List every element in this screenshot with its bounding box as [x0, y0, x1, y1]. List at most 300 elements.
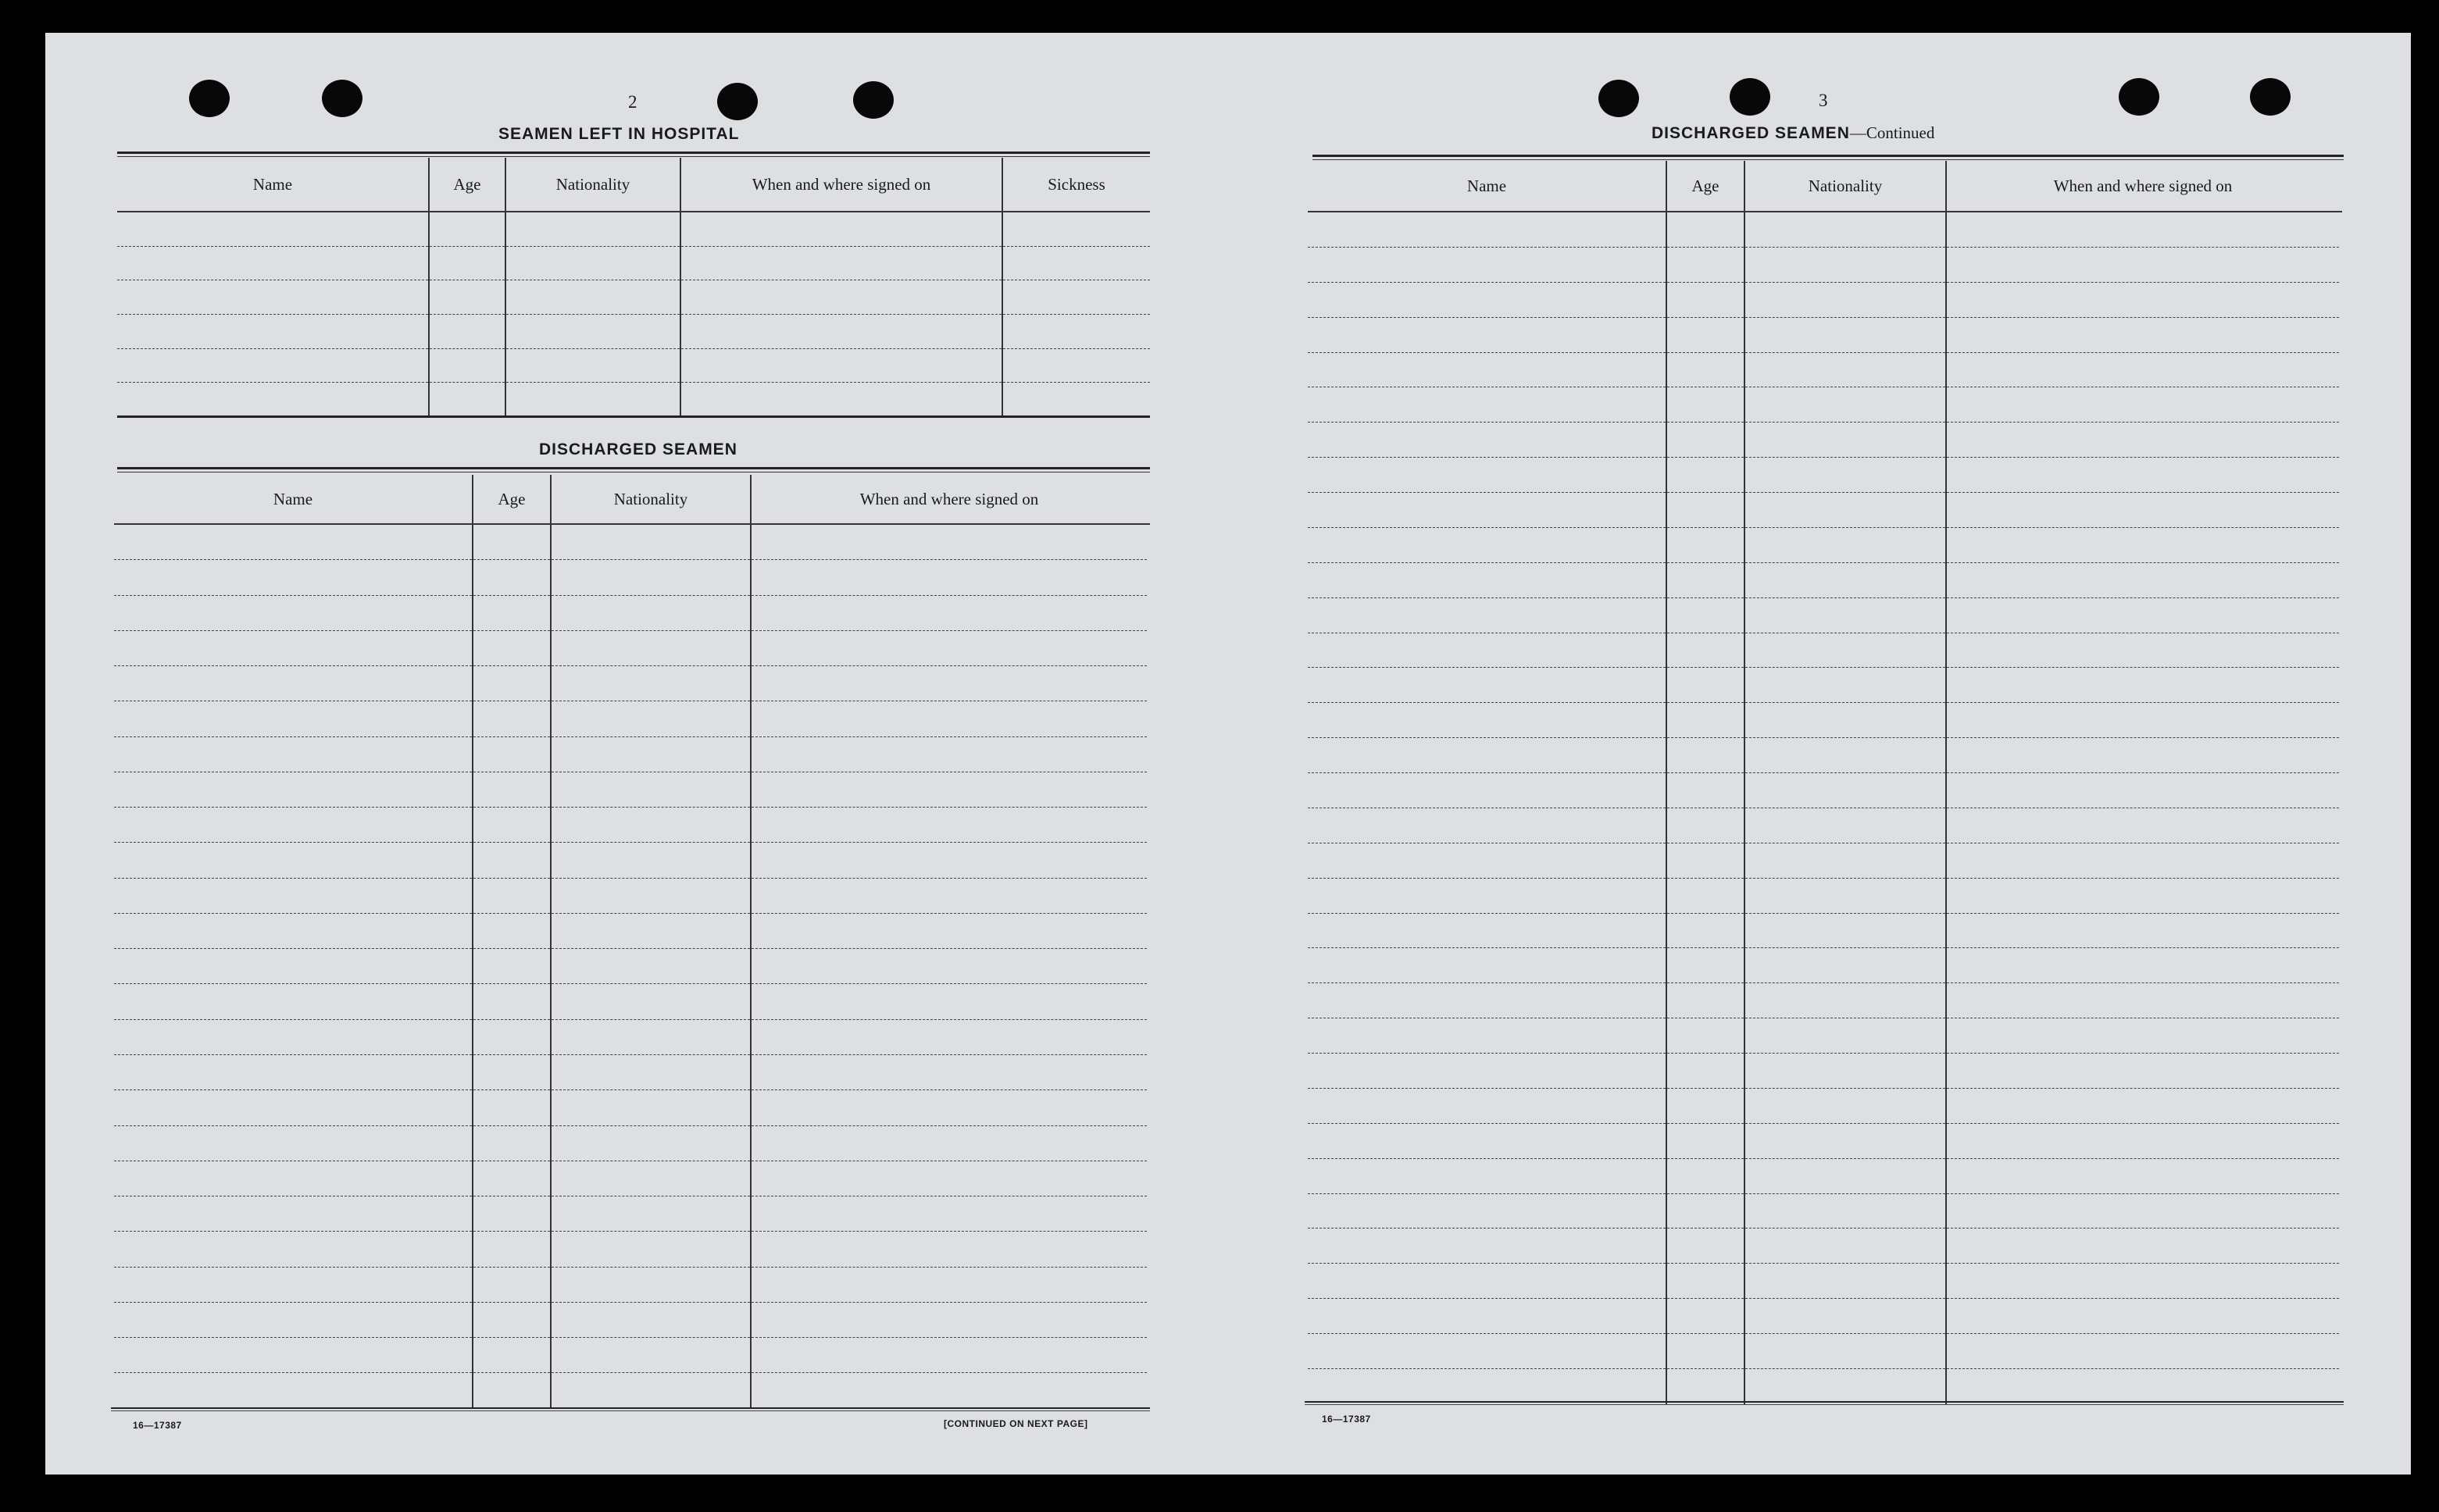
blank-entry-line[interactable] — [473, 984, 550, 1019]
blank-entry-line[interactable] — [1308, 387, 1666, 423]
blank-entry-line[interactable] — [1308, 528, 1666, 563]
blank-entry-line[interactable] — [473, 1055, 550, 1090]
blank-entry-line[interactable] — [1667, 843, 1744, 879]
continued-table — [1308, 161, 2342, 1404]
punch-hole — [322, 80, 362, 117]
blank-entry-line[interactable] — [552, 1338, 750, 1373]
blank-entry-line[interactable] — [1308, 318, 1666, 353]
blank-entry-line[interactable] — [1947, 1369, 2339, 1404]
blank-entry-line[interactable] — [1947, 1159, 2339, 1194]
blank-entry-line[interactable] — [752, 1161, 1147, 1196]
blank-entry-line[interactable] — [1947, 458, 2339, 493]
blank-entry-line[interactable] — [1947, 843, 2339, 879]
blank-entry-line[interactable] — [1745, 879, 1945, 914]
column-nationality — [1744, 212, 1945, 1404]
blank-entry-line[interactable] — [1308, 738, 1666, 773]
blank-entry-line[interactable] — [1947, 353, 2339, 388]
blank-entry-line[interactable] — [1947, 1299, 2339, 1334]
blank-entry-line[interactable] — [473, 1020, 550, 1055]
blank-entry-line[interactable] — [552, 1055, 750, 1090]
blank-entry-line[interactable] — [430, 212, 505, 247]
blank-entry-line[interactable] — [114, 525, 472, 560]
blank-entry-line[interactable] — [1667, 283, 1744, 318]
blank-entry-line[interactable] — [1745, 1369, 1945, 1404]
blank-entry-line[interactable] — [506, 280, 680, 315]
blank-entry-line[interactable] — [1947, 1018, 2339, 1054]
blank-entry-line[interactable] — [1745, 248, 1945, 283]
blank-entry-line[interactable] — [114, 843, 472, 878]
blank-entry-line[interactable] — [114, 1126, 472, 1161]
blank-entry-line[interactable] — [1667, 493, 1744, 528]
blank-entry-line[interactable] — [473, 525, 550, 560]
blank-entry-line[interactable] — [1947, 387, 2339, 423]
blank-entry-line[interactable] — [752, 772, 1147, 808]
blank-entry-line[interactable] — [1667, 738, 1744, 773]
blank-entry-line[interactable] — [114, 1373, 472, 1408]
blank-entry-line[interactable] — [1947, 1194, 2339, 1229]
column-when-and-where-signed-on — [680, 212, 1002, 417]
blank-entry-line[interactable] — [473, 949, 550, 984]
column-header-nationality: Nationality — [1744, 161, 1945, 211]
blank-entry-line[interactable] — [1308, 248, 1666, 283]
blank-entry-line[interactable] — [552, 949, 750, 984]
blank-entry-line[interactable] — [681, 247, 1002, 281]
blank-entry-line[interactable] — [117, 349, 428, 383]
blank-entry-line[interactable] — [1745, 387, 1945, 423]
blank-entry-line[interactable] — [1947, 248, 2339, 283]
blank-entry-line[interactable] — [552, 1161, 750, 1196]
blank-entry-line[interactable] — [506, 247, 680, 281]
blank-entry-line[interactable] — [1947, 1334, 2339, 1369]
blank-entry-line[interactable] — [552, 879, 750, 914]
blank-entry-line[interactable] — [681, 383, 1002, 417]
blank-entry-line[interactable] — [114, 631, 472, 666]
column-header-age: Age — [1666, 161, 1744, 211]
blank-entry-line[interactable] — [1308, 668, 1666, 703]
blank-entry-line[interactable] — [552, 914, 750, 949]
column-sickness — [1002, 212, 1150, 417]
blank-entry-line[interactable] — [1308, 633, 1666, 669]
blank-entry-line[interactable] — [681, 212, 1002, 247]
blank-entry-line[interactable] — [752, 984, 1147, 1019]
blank-entry-line[interactable] — [1745, 1018, 1945, 1054]
blank-entry-line[interactable] — [114, 560, 472, 595]
blank-entry-line[interactable] — [1745, 668, 1945, 703]
blank-entry-line[interactable] — [1667, 983, 1744, 1018]
blank-entry-line[interactable] — [1667, 1124, 1744, 1159]
blank-entry-line[interactable] — [552, 1020, 750, 1055]
blank-entry-line[interactable] — [1947, 633, 2339, 669]
blank-entry-line[interactable] — [752, 1126, 1147, 1161]
blank-entry-line[interactable] — [1667, 387, 1744, 423]
blank-entry-line[interactable] — [114, 1020, 472, 1055]
blank-entry-line[interactable] — [1947, 212, 2339, 248]
blank-entry-line[interactable] — [1947, 738, 2339, 773]
blank-entry-line[interactable] — [752, 1090, 1147, 1125]
blank-entry-line[interactable] — [1003, 212, 1150, 247]
blank-entry-line[interactable] — [1745, 1264, 1945, 1299]
blank-entry-line[interactable] — [114, 1090, 472, 1125]
blank-entry-line[interactable] — [1667, 1194, 1744, 1229]
blank-entry-line[interactable] — [473, 1373, 550, 1408]
blank-entry-line[interactable] — [1745, 1334, 1945, 1369]
table-header — [114, 475, 1150, 525]
punch-hole — [717, 83, 758, 120]
column-header-name: Name — [1466, 176, 1507, 195]
discharged-bottom-rule — [111, 1407, 1150, 1411]
blank-entry-line[interactable] — [1308, 914, 1666, 949]
blank-entry-line[interactable] — [114, 949, 472, 984]
blank-entry-line[interactable] — [114, 772, 472, 808]
blank-entry-line[interactable] — [1308, 1159, 1666, 1194]
blank-entry-line[interactable] — [1745, 633, 1945, 669]
blank-entry-line[interactable] — [1947, 563, 2339, 598]
blank-entry-line[interactable] — [1947, 528, 2339, 563]
blank-entry-line[interactable] — [1308, 1369, 1666, 1404]
punch-hole — [189, 80, 230, 117]
blank-entry-line[interactable] — [552, 808, 750, 843]
blank-entry-line[interactable] — [1308, 493, 1666, 528]
discharged-table — [114, 475, 1150, 1409]
blank-entry-line[interactable] — [430, 315, 505, 349]
blank-entry-line[interactable] — [473, 1338, 550, 1373]
blank-entry-line[interactable] — [1308, 1299, 1666, 1334]
column-age — [472, 525, 550, 1409]
blank-entry-line[interactable] — [552, 843, 750, 878]
blank-entry-line[interactable] — [114, 737, 472, 772]
blank-entry-line[interactable] — [473, 808, 550, 843]
blank-entry-line[interactable] — [473, 1161, 550, 1196]
blank-entry-line[interactable] — [552, 1373, 750, 1408]
blank-entry-line[interactable] — [752, 1268, 1147, 1303]
blank-entry-line[interactable] — [1308, 1089, 1666, 1124]
blank-entry-line[interactable] — [552, 666, 750, 701]
blank-entry-line[interactable] — [473, 666, 550, 701]
blank-entry-line[interactable] — [117, 212, 428, 247]
blank-entry-line[interactable] — [114, 701, 472, 736]
blank-entry-line[interactable] — [1745, 1054, 1945, 1089]
blank-entry-line[interactable] — [1667, 423, 1744, 458]
blank-entry-line[interactable] — [114, 666, 472, 701]
blank-entry-line[interactable] — [752, 560, 1147, 595]
blank-entry-line[interactable] — [552, 525, 750, 560]
blank-entry-line[interactable] — [1003, 247, 1150, 281]
hospital-bottom-rule — [117, 415, 1150, 419]
blank-entry-line[interactable] — [1308, 353, 1666, 388]
blank-entry-line[interactable] — [114, 1338, 472, 1373]
continued-title-main: DISCHARGED SEAMEN — [1652, 124, 1850, 142]
blank-entry-line[interactable] — [1308, 1228, 1666, 1264]
blank-entry-line[interactable] — [473, 560, 550, 595]
blank-entry-line[interactable] — [752, 1303, 1147, 1338]
blank-entry-line[interactable] — [473, 879, 550, 914]
blank-entry-line[interactable] — [117, 247, 428, 281]
continued-top-rule — [1312, 155, 2344, 160]
blank-entry-line[interactable] — [552, 1303, 750, 1338]
discharged-section-title: DISCHARGED SEAMEN — [539, 440, 737, 458]
blank-entry-line[interactable] — [114, 1232, 472, 1267]
blank-entry-line[interactable] — [752, 879, 1147, 914]
blank-entry-line[interactable] — [1667, 1334, 1744, 1369]
blank-entry-line[interactable] — [1745, 493, 1945, 528]
blank-entry-line[interactable] — [473, 701, 550, 736]
blank-entry-line[interactable] — [1947, 879, 2339, 914]
blank-entry-line[interactable] — [1308, 1194, 1666, 1229]
blank-entry-line[interactable] — [681, 280, 1002, 315]
blank-entry-line[interactable] — [752, 525, 1147, 560]
blank-entry-line[interactable] — [1745, 458, 1945, 493]
blank-entry-line[interactable] — [1308, 843, 1666, 879]
blank-entry-line[interactable] — [1308, 458, 1666, 493]
blank-entry-line[interactable] — [1003, 383, 1150, 417]
blank-entry-line[interactable] — [1308, 1334, 1666, 1369]
blank-entry-line[interactable] — [752, 914, 1147, 949]
blank-entry-line[interactable] — [1745, 1228, 1945, 1264]
blank-entry-line[interactable] — [752, 666, 1147, 701]
blank-entry-line[interactable] — [1745, 1124, 1945, 1159]
blank-entry-line[interactable] — [1745, 948, 1945, 983]
blank-entry-line[interactable] — [552, 701, 750, 736]
blank-entry-line[interactable] — [1667, 1089, 1744, 1124]
blank-entry-line[interactable] — [114, 879, 472, 914]
blank-entry-line[interactable] — [114, 1268, 472, 1303]
blank-entry-line[interactable] — [552, 1232, 750, 1267]
blank-entry-line[interactable] — [552, 631, 750, 666]
blank-entry-line[interactable] — [1667, 528, 1744, 563]
blank-entry-line[interactable] — [552, 560, 750, 595]
blank-entry-line[interactable] — [1745, 423, 1945, 458]
blank-entry-line[interactable] — [1667, 1228, 1744, 1264]
blank-entry-line[interactable] — [752, 1338, 1147, 1373]
blank-entry-line[interactable] — [1947, 703, 2339, 738]
blank-entry-line[interactable] — [1745, 983, 1945, 1018]
continued-bottom-rule — [1305, 1401, 2344, 1405]
blank-entry-line[interactable] — [1308, 283, 1666, 318]
blank-entry-line[interactable] — [1308, 563, 1666, 598]
blank-entry-line[interactable] — [473, 772, 550, 808]
column-header-age: Age — [472, 475, 550, 523]
blank-entry-line[interactable] — [552, 984, 750, 1019]
blank-entry-line[interactable] — [506, 212, 680, 247]
blank-entry-line[interactable] — [1308, 1264, 1666, 1299]
blank-entry-line[interactable] — [1745, 563, 1945, 598]
blank-entry-line[interactable] — [752, 843, 1147, 878]
blank-entry-line[interactable] — [1667, 668, 1744, 703]
blank-entry-line[interactable] — [1667, 563, 1744, 598]
blank-entry-line[interactable] — [117, 280, 428, 315]
blank-entry-line[interactable] — [1947, 1264, 2339, 1299]
blank-entry-line[interactable] — [752, 1232, 1147, 1267]
blank-entry-line[interactable] — [1667, 248, 1744, 283]
blank-entry-line[interactable] — [114, 914, 472, 949]
blank-entry-line[interactable] — [430, 247, 505, 281]
blank-entry-line[interactable] — [1667, 1054, 1744, 1089]
blank-entry-line[interactable] — [114, 1161, 472, 1196]
blank-entry-line[interactable] — [1947, 773, 2339, 808]
blank-entry-line[interactable] — [552, 1268, 750, 1303]
blank-entry-line[interactable] — [430, 383, 505, 417]
blank-entry-line[interactable] — [1308, 423, 1666, 458]
blank-entry-line[interactable] — [1308, 948, 1666, 983]
blank-entry-line[interactable] — [1745, 1089, 1945, 1124]
blank-entry-line[interactable] — [1947, 1054, 2339, 1089]
blank-entry-line[interactable] — [1947, 283, 2339, 318]
blank-entry-line[interactable] — [1667, 808, 1744, 843]
blank-entry-line[interactable] — [1745, 1159, 1945, 1194]
blank-entry-line[interactable] — [1667, 1299, 1744, 1334]
blank-entry-line[interactable] — [1947, 318, 2339, 353]
blank-entry-line[interactable] — [1745, 843, 1945, 879]
blank-entry-line[interactable] — [1745, 598, 1945, 633]
blank-entry-line[interactable] — [473, 1232, 550, 1267]
column-when-and-where-signed-on — [1945, 212, 2339, 1404]
column-header-sickness: Sickness — [1002, 158, 1150, 211]
blank-entry-line[interactable] — [752, 808, 1147, 843]
blank-entry-line[interactable] — [1003, 349, 1150, 383]
blank-entry-line[interactable] — [1947, 948, 2339, 983]
form-number-right: 16—17387 — [1322, 1414, 1371, 1425]
blank-entry-line[interactable] — [1667, 1369, 1744, 1404]
blank-entry-line[interactable] — [1667, 914, 1744, 949]
blank-entry-line[interactable] — [1667, 598, 1744, 633]
column-age — [1666, 212, 1744, 1404]
blank-entry-line[interactable] — [1308, 1124, 1666, 1159]
blank-entry-line[interactable] — [1667, 633, 1744, 669]
blank-entry-line[interactable] — [1667, 318, 1744, 353]
blank-entry-line[interactable] — [506, 383, 680, 417]
blank-entry-line[interactable] — [1947, 983, 2339, 1018]
blank-entry-line[interactable] — [1745, 283, 1945, 318]
blank-entry-line[interactable] — [1745, 1299, 1945, 1334]
punch-hole — [1730, 78, 1770, 116]
blank-entry-line[interactable] — [506, 349, 680, 383]
blank-entry-line[interactable] — [752, 737, 1147, 772]
blank-entry-line[interactable] — [1745, 773, 1945, 808]
blank-entry-line[interactable] — [752, 1055, 1147, 1090]
blank-entry-line[interactable] — [1308, 808, 1666, 843]
blank-entry-line[interactable] — [1947, 668, 2339, 703]
blank-entry-line[interactable] — [1947, 1124, 2339, 1159]
blank-entry-line[interactable] — [681, 349, 1002, 383]
blank-entry-line[interactable] — [681, 315, 1002, 349]
blank-entry-line[interactable] — [552, 1090, 750, 1125]
blank-entry-line[interactable] — [552, 1126, 750, 1161]
discharged-top-rule — [117, 467, 1150, 472]
blank-entry-line[interactable] — [1667, 773, 1744, 808]
blank-entry-line[interactable] — [1745, 914, 1945, 949]
blank-entry-line[interactable] — [1667, 879, 1744, 914]
blank-entry-line[interactable] — [1667, 353, 1744, 388]
blank-entry-line[interactable] — [117, 315, 428, 349]
blank-entry-line[interactable] — [1947, 493, 2339, 528]
blank-entry-line[interactable] — [473, 843, 550, 878]
blank-entry-line[interactable] — [1003, 315, 1150, 349]
column-when-and-where-signed-on — [750, 525, 1147, 1409]
page-number-right: 3 — [1819, 91, 1828, 110]
blank-entry-line[interactable] — [473, 631, 550, 666]
blank-entry-line[interactable] — [1745, 738, 1945, 773]
blank-entry-line[interactable] — [114, 1055, 472, 1090]
blank-entry-line[interactable] — [1947, 808, 2339, 843]
blank-entry-line[interactable] — [552, 596, 750, 631]
blank-entry-line[interactable] — [552, 772, 750, 808]
blank-entry-line[interactable] — [552, 1196, 750, 1232]
blank-entry-line[interactable] — [1947, 598, 2339, 633]
blank-entry-line[interactable] — [752, 949, 1147, 984]
blank-entry-line[interactable] — [1947, 1089, 2339, 1124]
blank-entry-line[interactable] — [1667, 948, 1744, 983]
blank-entry-line[interactable] — [1745, 318, 1945, 353]
column-header-name: Name — [273, 489, 313, 508]
blank-entry-line[interactable] — [552, 737, 750, 772]
blank-entry-line[interactable] — [1745, 1194, 1945, 1229]
table-header — [117, 158, 1150, 212]
blank-entry-line[interactable] — [473, 914, 550, 949]
blank-entry-line[interactable] — [114, 984, 472, 1019]
blank-entry-line[interactable] — [473, 737, 550, 772]
blank-entry-line[interactable] — [1308, 1018, 1666, 1054]
blank-entry-line[interactable] — [430, 280, 505, 315]
blank-entry-line[interactable] — [1667, 212, 1744, 248]
blank-entry-line[interactable] — [1745, 528, 1945, 563]
column-header-when-and-where-signed-on: When and where signed on — [680, 158, 1002, 211]
blank-entry-line[interactable] — [117, 383, 428, 417]
blank-entry-line[interactable] — [1745, 353, 1945, 388]
blank-entry-line[interactable] — [1745, 212, 1945, 248]
blank-entry-line[interactable] — [752, 1373, 1147, 1408]
blank-entry-line[interactable] — [473, 1303, 550, 1338]
blank-entry-line[interactable] — [473, 1268, 550, 1303]
punch-hole — [2119, 78, 2159, 116]
blank-entry-line[interactable] — [1667, 1264, 1744, 1299]
blank-entry-line[interactable] — [752, 1196, 1147, 1232]
blank-entry-line[interactable] — [473, 596, 550, 631]
blank-entry-line[interactable] — [114, 808, 472, 843]
blank-entry-line[interactable] — [1667, 703, 1744, 738]
blank-entry-line[interactable] — [752, 596, 1147, 631]
blank-entry-line[interactable] — [114, 596, 472, 631]
blank-entry-line[interactable] — [1003, 280, 1150, 315]
blank-entry-line[interactable] — [1308, 703, 1666, 738]
blank-entry-line[interactable] — [114, 1303, 472, 1338]
blank-entry-line[interactable] — [506, 315, 680, 349]
table-body — [1308, 212, 2342, 1404]
blank-entry-line[interactable] — [1745, 703, 1945, 738]
blank-entry-line[interactable] — [473, 1196, 550, 1232]
blank-entry-line[interactable] — [752, 631, 1147, 666]
blank-entry-line[interactable] — [1947, 914, 2339, 949]
blank-entry-line[interactable] — [1308, 773, 1666, 808]
blank-entry-line[interactable] — [1308, 879, 1666, 914]
blank-entry-line[interactable] — [473, 1126, 550, 1161]
blank-entry-line[interactable] — [430, 349, 505, 383]
blank-entry-line[interactable] — [1947, 1228, 2339, 1264]
blank-entry-line[interactable] — [114, 1196, 472, 1232]
blank-entry-line[interactable] — [1745, 808, 1945, 843]
blank-entry-line[interactable] — [473, 1090, 550, 1125]
blank-entry-line[interactable] — [1667, 1159, 1744, 1194]
blank-entry-line[interactable] — [1947, 423, 2339, 458]
blank-entry-line[interactable] — [1308, 983, 1666, 1018]
blank-entry-line[interactable] — [1308, 598, 1666, 633]
blank-entry-line[interactable] — [1308, 1054, 1666, 1089]
column-name — [117, 212, 428, 417]
blank-entry-line[interactable] — [1308, 212, 1666, 248]
blank-entry-line[interactable] — [752, 701, 1147, 736]
blank-entry-line[interactable] — [1667, 1018, 1744, 1054]
blank-entry-line[interactable] — [1667, 458, 1744, 493]
blank-entry-line[interactable] — [752, 1020, 1147, 1055]
